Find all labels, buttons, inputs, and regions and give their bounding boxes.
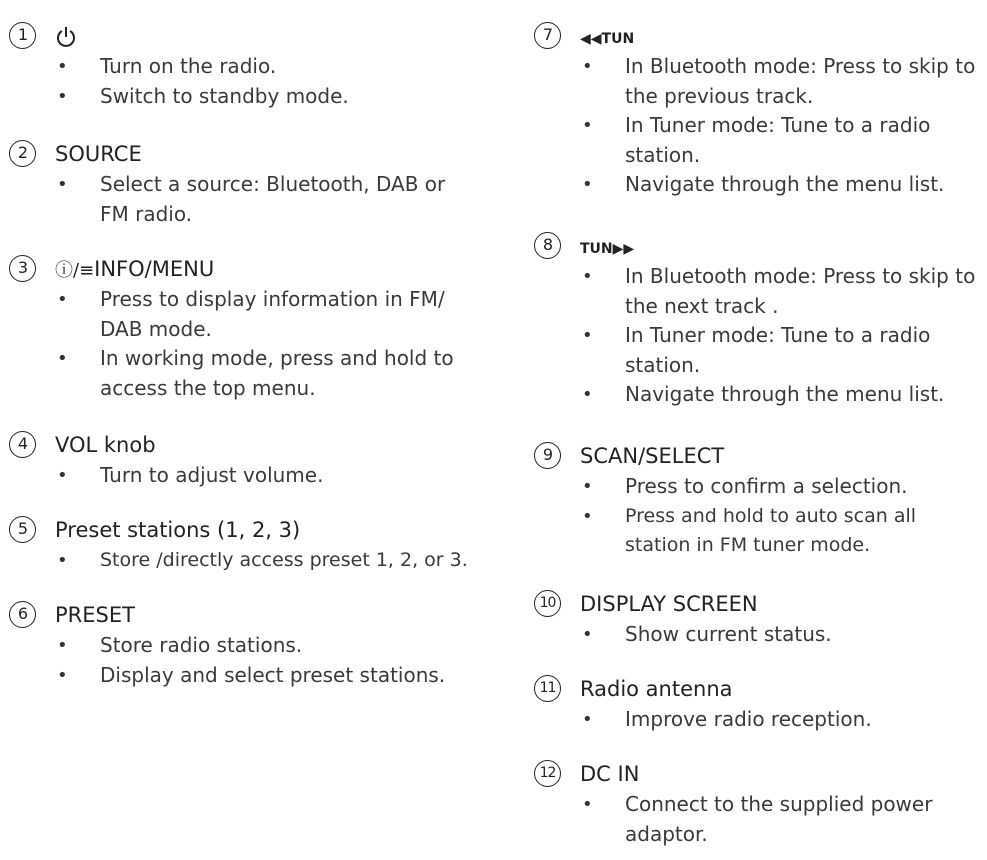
control-item-9 [525,442,987,561]
bullet-item: • In Tuner mode: Tune to a radio station. [582,323,931,377]
item-number: 3 [9,255,36,282]
bullet-item: • Improve radio reception. [582,707,872,731]
power-icon [55,23,77,49]
bullet-item: • In Bluetooth mode: Press to skip to the previous track. [582,54,976,108]
item-number: 6 [9,601,36,628]
bullet-item: • Turn to adjust volume. [57,463,324,487]
control-item-5 [0,516,500,576]
item-title: DISPLAY SCREEN [580,592,758,616]
item-title: SCAN/SELECT [580,444,725,468]
bullet-item: • In Tuner mode: Tune to a radio station. [582,113,931,167]
bullet-item: • In working mode, press and hold to access the top menu. [57,346,454,400]
item-number: 9 [534,442,561,469]
bullet-item: • Press to confirm a selection. [582,474,908,498]
item-title: PRESET [55,603,135,627]
control-item-3 [0,255,470,403]
next-track-icon-title: TUN▶▶ [580,241,635,257]
control-item-10 [525,590,987,650]
bullet-item: • Navigate through the menu list. [582,382,945,406]
item-number: 4 [9,431,36,458]
bullet-item: • Show current status. [582,622,832,646]
item-title: SOURCE [55,142,142,166]
control-item-7 [525,22,987,200]
info-menu-icon: ⓘ/≡ [55,260,95,281]
item-title: INFO/MENU [94,257,215,281]
bullet-item: • Connect to the supplied power adaptor. [582,792,933,846]
item-title: VOL knob [55,433,156,457]
item-number: 2 [9,140,36,167]
item-number: 1 [9,22,36,49]
item-number: 5 [9,516,36,543]
bullet-item: • Display and select preset stations. [57,662,446,687]
bullet-item: • Navigate through the menu list. [582,172,945,196]
item-number: 12 [534,760,561,787]
item-number: 10 [534,590,561,617]
control-item-4 [0,431,500,491]
control-item-1 [0,22,500,111]
bullet-item: • Press to display information in FM/ DAB mode. [57,287,445,341]
bullet-item: • Switch to standby mode. [57,83,349,108]
control-item-12 [525,760,987,849]
item-title: Radio antenna [580,677,733,701]
item-number: 7 [534,22,561,49]
prev-track-icon-title: ◀◀TUN [580,31,635,47]
bullet-item: • In Bluetooth mode: Press to skip to the next track . [582,264,976,318]
control-item-6 [0,601,500,690]
control-item-11 [525,675,987,735]
item-number: 8 [534,232,561,259]
control-item-8 [525,232,987,410]
item-title: DC IN [580,762,640,786]
control-item-2 [0,140,480,229]
bullet-item: • Press and hold to auto scan all station in FM tuner mode. [582,504,917,556]
bullet-item: • Select a source: Bluetooth, DAB or FM radio. [57,172,446,226]
item-number: 11 [534,675,561,702]
bullet-item: • Store /directly access preset 1, 2, or 3. [57,549,468,571]
item-title: Preset stations (1, 2, 3) [55,518,301,542]
bullet-item: • Turn on the radio. [57,54,277,78]
bullet-item: • Store radio stations. [57,633,303,657]
